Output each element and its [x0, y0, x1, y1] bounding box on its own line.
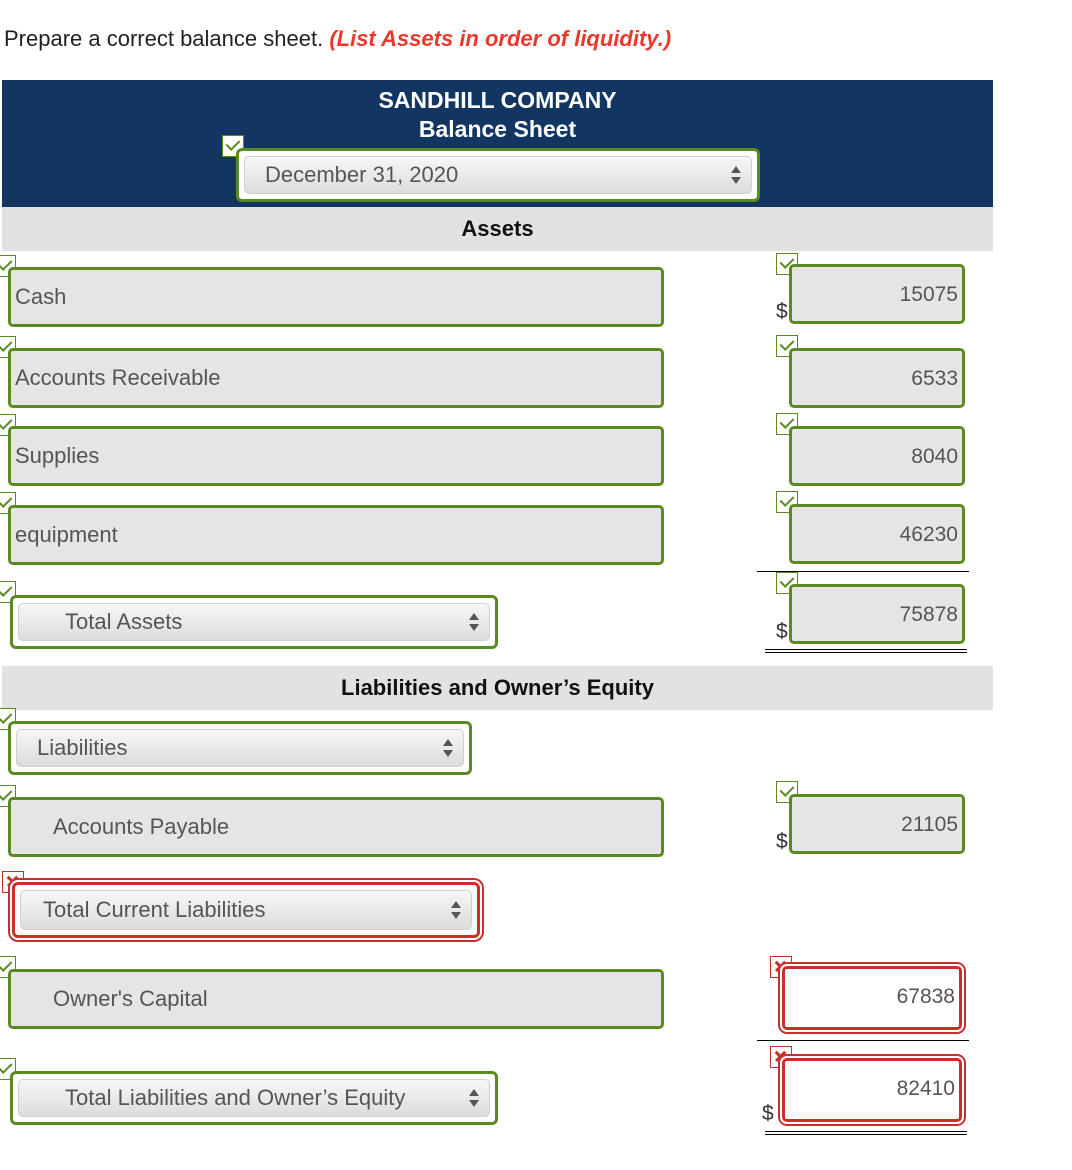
instruction-hint: (List Assets in order of liquidity.) — [329, 26, 672, 51]
currency-symbol: $ — [762, 1102, 774, 1125]
total-assets-select-box[interactable] — [18, 603, 490, 641]
liabilities-category-value: Liabilities — [37, 735, 128, 760]
total-assets-select[interactable] — [10, 595, 498, 649]
subtotal-rule — [757, 1040, 969, 1041]
date-select-value: December 31, 2020 — [265, 162, 459, 187]
date-select[interactable] — [236, 148, 760, 202]
total-liabilities-equity-label: Total Liabilities and Owner’s Equity — [65, 1085, 406, 1110]
total-current-liabilities-label: Total Current Liabilities — [43, 897, 266, 922]
total-liabilities-equity-select[interactable] — [10, 1071, 498, 1125]
total-liabilities-equity-select-box[interactable] — [18, 1079, 490, 1117]
amount-input-total-liabilities-equity[interactable]: 82410 — [782, 1058, 962, 1122]
instruction-main: Prepare a correct balance sheet. — [4, 26, 324, 51]
amount-input-supplies[interactable]: 8040 — [789, 426, 965, 486]
account-input-cash[interactable]: Cash — [8, 267, 664, 327]
account-input-supplies[interactable]: Supplies — [8, 426, 664, 486]
account-input-equipment[interactable]: equipment — [8, 505, 664, 565]
amount-input-total-assets[interactable]: 75878 — [789, 584, 965, 644]
amount-input-equipment[interactable]: 46230 — [789, 504, 965, 564]
select-arrows-icon — [469, 613, 479, 631]
currency-symbol: $ — [776, 830, 788, 853]
date-select-box[interactable] — [244, 156, 752, 194]
currency-symbol: $ — [776, 300, 788, 323]
select-arrows-icon — [443, 739, 453, 757]
currency-symbol: $ — [776, 620, 788, 643]
select-arrows-icon — [451, 901, 461, 919]
liabilities-equity-heading: Liabilities and Owner’s Equity — [2, 666, 993, 710]
liabilities-category-select[interactable] — [8, 721, 472, 775]
select-arrows-icon — [731, 166, 741, 184]
instruction-text — [4, 26, 671, 52]
company-name: SANDHILL COMPANY — [378, 87, 617, 113]
total-double-rule — [765, 1131, 967, 1135]
account-input-accounts-receivable[interactable]: Accounts Receivable — [8, 348, 664, 408]
total-assets-label: Total Assets — [65, 609, 183, 634]
amount-input-accounts-receivable[interactable]: 6533 — [789, 348, 965, 408]
amount-input-accounts-payable[interactable]: 21105 — [789, 794, 965, 854]
amount-input-owners-capital[interactable]: 67838 — [782, 966, 962, 1030]
total-double-rule — [765, 649, 967, 653]
statement-title: Balance Sheet — [418, 116, 577, 142]
amount-input-cash[interactable]: 15075 — [789, 264, 965, 324]
account-input-owners-capital[interactable]: Owner's Capital — [8, 969, 664, 1029]
total-current-liabilities-select-box[interactable] — [20, 890, 472, 930]
select-arrows-icon — [469, 1089, 479, 1107]
assets-heading: Assets — [2, 207, 993, 251]
liabilities-category-select-box[interactable] — [16, 729, 464, 767]
total-current-liabilities-select[interactable] — [12, 882, 480, 938]
account-input-accounts-payable[interactable]: Accounts Payable — [8, 797, 664, 857]
